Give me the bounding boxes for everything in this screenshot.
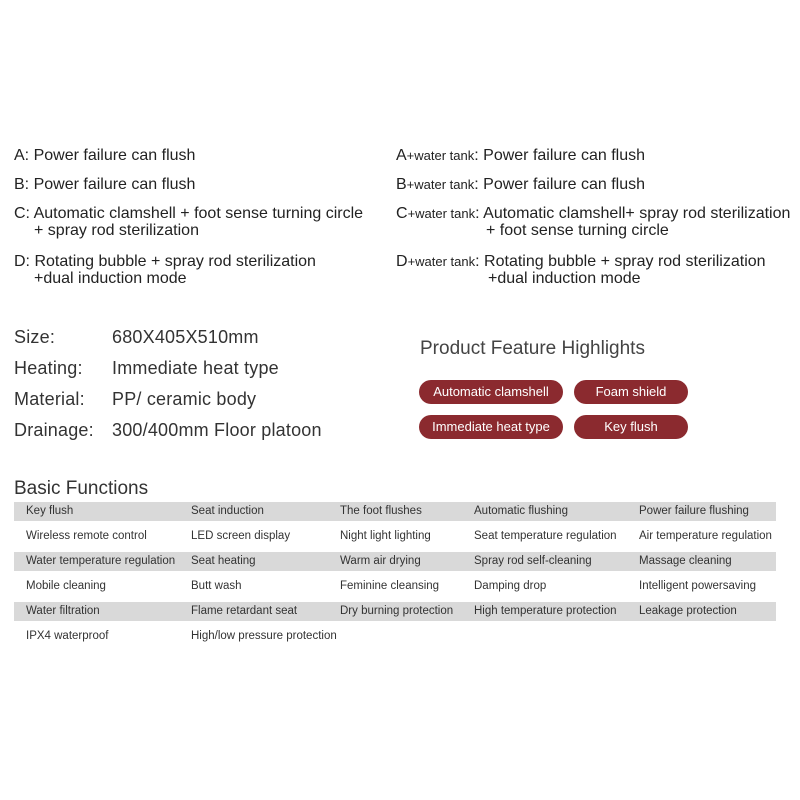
function-cell: Massage cleaning: [639, 555, 732, 567]
model-description: Power failure can flush: [33, 147, 196, 164]
function-cell: Flame retardant seat: [191, 605, 298, 617]
function-cell: Dry burning protection: [340, 605, 454, 617]
highlight-pill-key-flush: Key flush: [574, 415, 688, 439]
function-cell: Feminine cleansing: [340, 580, 440, 592]
function-cell: Key flush: [26, 505, 74, 517]
model-a-water-tank: [396, 147, 645, 164]
table-row: [14, 552, 776, 571]
model-colon: :: [475, 253, 480, 270]
model-suffix: +water tank: [407, 254, 476, 269]
model-description-cont: +dual induction mode: [34, 270, 187, 287]
table-row: [14, 577, 776, 596]
model-prefix: A: [396, 147, 407, 164]
model-prefix: D:: [14, 253, 30, 270]
table-row: [14, 502, 776, 521]
function-cell: Seat heating: [191, 555, 256, 567]
model-colon: :: [475, 205, 480, 222]
model-description: Power failure can flush: [483, 176, 646, 193]
model-a: [14, 147, 195, 164]
basic-functions-title: Basic Functions: [14, 478, 149, 499]
model-description-cont: + foot sense turning circle: [486, 222, 669, 239]
function-cell: Butt wash: [191, 580, 242, 592]
function-cell: High temperature protection: [474, 605, 617, 617]
function-cell: Air temperature regulation: [639, 530, 772, 542]
highlight-pill-immediate-heat: Immediate heat type: [419, 415, 563, 439]
spec-drainage: [14, 420, 322, 441]
function-cell: Power failure flushing: [639, 505, 749, 517]
model-c: [14, 205, 363, 239]
table-row: [14, 527, 776, 546]
spec-label: Drainage:: [14, 420, 94, 440]
model-description: Power failure can flush: [483, 147, 646, 164]
model-d-water-tank: [396, 253, 766, 287]
model-description-cont: +dual induction mode: [488, 270, 641, 287]
model-colon: :: [474, 176, 479, 193]
function-cell: Leakage protection: [639, 605, 737, 617]
model-description: Rotating bubble + spray rod sterilization: [34, 253, 316, 270]
spec-size: [14, 327, 259, 348]
spec-material: [14, 389, 256, 410]
function-cell: Seat induction: [191, 505, 264, 517]
model-variants: [0, 145, 800, 295]
spec-value: 300/400mm Floor platoon: [112, 420, 322, 440]
function-cell: Seat temperature regulation: [474, 530, 617, 542]
model-description: Power failure can flush: [33, 176, 196, 193]
model-colon: :: [474, 147, 479, 164]
model-b-water-tank: [396, 176, 645, 193]
model-description: Automatic clamshell + foot sense turning circle: [33, 205, 364, 222]
function-cell: Mobile cleaning: [26, 580, 106, 592]
model-suffix: +water tank: [406, 148, 475, 163]
function-cell: Intelligent powersaving: [639, 580, 756, 592]
function-cell: Water filtration: [26, 605, 100, 617]
spec-label: Size:: [14, 327, 56, 347]
function-cell: High/low pressure protection: [191, 630, 337, 642]
model-prefix: C: [396, 205, 408, 222]
table-row: [14, 627, 776, 646]
function-cell: Spray rod self-cleaning: [474, 555, 592, 567]
model-b: [14, 176, 195, 193]
model-prefix: A:: [14, 147, 30, 164]
function-cell: Damping drop: [474, 580, 547, 592]
spec-value: 680X405X510mm: [112, 327, 259, 347]
model-suffix: +water tank: [407, 206, 476, 221]
model-suffix: +water tank: [406, 177, 475, 192]
spec-label: Heating:: [14, 358, 83, 378]
function-cell: Wireless remote control: [26, 530, 147, 542]
model-prefix: B:: [14, 176, 30, 193]
function-cell: The foot flushes: [340, 505, 422, 517]
spec-value: Immediate heat type: [112, 358, 279, 378]
highlight-pill-foam-shield: Foam shield: [574, 380, 688, 404]
model-prefix: B: [396, 176, 407, 193]
model-description-cont: + spray rod sterilization: [34, 222, 199, 239]
function-cell: LED screen display: [191, 530, 291, 542]
model-description: Automatic clamshell+ spray rod sterilization: [483, 205, 791, 222]
spec-value: PP/ ceramic body: [112, 389, 257, 409]
model-prefix: C:: [14, 205, 30, 222]
spec-heating: [14, 358, 279, 379]
function-cell: IPX4 waterproof: [26, 630, 109, 642]
model-c-water-tank: [396, 205, 790, 239]
function-cell: Automatic flushing: [474, 505, 568, 517]
function-cell: Water temperature regulation: [26, 555, 176, 567]
model-d: [14, 253, 316, 287]
model-prefix: D: [396, 253, 408, 270]
function-cell: Warm air drying: [340, 555, 421, 567]
model-description: Rotating bubble + spray rod sterilization: [484, 253, 766, 270]
table-row: [14, 602, 776, 621]
highlight-pill-automatic-clamshell: Automatic clamshell: [419, 380, 563, 404]
function-cell: Night light lighting: [340, 530, 431, 542]
highlights-title: Product Feature Highlights: [420, 338, 645, 359]
spec-label: Material:: [14, 389, 85, 409]
